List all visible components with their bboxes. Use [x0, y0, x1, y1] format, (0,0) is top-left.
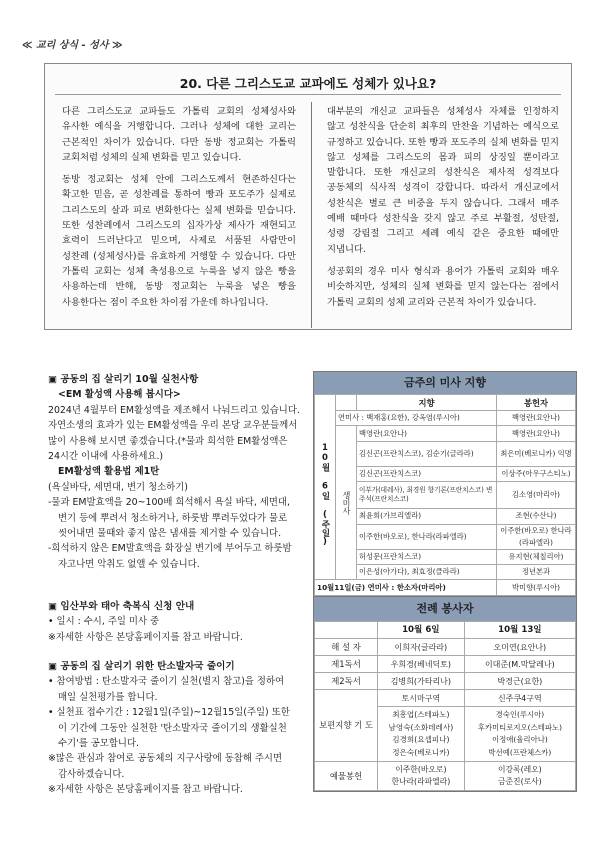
liturgy-table — [314, 621, 576, 791]
notice-title: ▣ 공동의 집 살리기 위한 탄소발자국 줄이기 — [48, 661, 235, 672]
area-cell: 신주쿠4구역 — [464, 690, 575, 707]
intent-cell: 백영란(요안나) — [357, 426, 497, 441]
col-header: 지향 — [357, 395, 497, 411]
liturgy-servers — [313, 596, 577, 792]
table-row — [315, 411, 576, 426]
intent-cell: 김신곤(프란치스코) — [357, 466, 497, 481]
notice-text: ※자세한 사항은 본당홈페이지를 참고 바랍니다. — [48, 631, 243, 643]
intent-cell: 이부가(데레사), 최경원 향기론(프란치스코) 변주석(프란치스코) — [357, 482, 497, 509]
offer-cell: 김소영(마리아) — [497, 482, 576, 509]
server-name: 이강록(레오) — [497, 764, 542, 774]
notice-text: ※많은 관심과 참여로 공동체의 지구사랑에 동참해 주시면 감사하겠습니다. — [48, 753, 283, 780]
offer-cell: 이상주(아우구스티노) — [497, 466, 576, 481]
row-label: 해 설 자 — [315, 639, 378, 656]
notice-text: • 일시 : 수시, 주일 미사 중 — [48, 616, 160, 628]
table-row — [315, 762, 576, 791]
server-name: 이주한(바오로) — [395, 764, 447, 774]
offer-cell: 유지현(체칠리아) — [497, 549, 576, 564]
notice-subtitle: EM활성액 활용법 제1탄 — [58, 466, 160, 478]
type-cell: 생미사 — [336, 426, 357, 580]
offer-cell: 조현(수산나) — [497, 509, 576, 524]
table-row — [315, 426, 576, 441]
intent-cell: 이주한(바오로), 한나라(라파엘라) — [357, 524, 497, 549]
qa-right-column — [327, 104, 559, 317]
server-name: 박선예(프란체스카) — [488, 747, 552, 757]
server-name: 이정애(율리아나) — [491, 735, 548, 744]
mass-table — [314, 394, 576, 596]
section-header: ≪ 교리 상식 - 성사 ≫ — [22, 40, 123, 51]
intent-cell: 연미사 : 한소자(마리아) — [367, 582, 446, 592]
qa-box — [44, 63, 572, 330]
notice-title: ▣ 공동의 집 살리기 10월 실천사항 — [48, 374, 199, 385]
mass-intentions — [313, 371, 577, 597]
server-cell: 김병희(가타리나) — [378, 673, 465, 690]
server-cell: 오미연(요안나) — [464, 639, 575, 656]
table-row — [315, 580, 576, 595]
notice-em — [48, 372, 300, 572]
notice-text: -물과 EM발효액을 20~100배 희석해서 욕실 바닥, 세면대, 변기 등에 뿌려서 청소하거나, 하룻밤 뿌려두었다가 물로 씻어내면 물때와 좋지 않은 냄새를 제거할 수 있습니다. — [48, 497, 290, 540]
offer-cell: 백영란(요안나) — [497, 411, 576, 426]
mass-title: 금주의 미사 지향 — [314, 372, 576, 394]
server-name: 김경희(요셉피나) — [392, 735, 450, 744]
offer-cell: 정년본과 — [497, 564, 576, 579]
server-cell — [378, 762, 465, 791]
paragraph: 성공회의 경우 미사 형식과 용어가 가톨릭 교회와 매우 비슷하지만, 성체의 실체 변화를 믿지 않는다는 점에서 가톨릭 교회의 성체 교리와 근본적 차이가 있습니다. — [327, 265, 559, 308]
table-row — [315, 656, 576, 673]
server-name: 남영숙(소화데레사) — [388, 722, 454, 732]
server-cell: 박경근(요한) — [464, 673, 575, 690]
intent-cell: 허성문(프란치스코) — [357, 549, 497, 564]
server-cell: 이대준(M.막달레나) — [464, 656, 575, 673]
server-cell: 이희자(글라라) — [378, 639, 465, 656]
offer-cell: 최은미(베로니카) 익명 — [497, 441, 576, 466]
server-name: 정은숙(베로니카) — [392, 747, 450, 757]
table-row — [315, 639, 576, 656]
server-name: 최흥엽(스테파노) — [392, 710, 450, 719]
intent-cell: 최윤희(가브리엘라) — [357, 509, 497, 524]
server-name: 한나라(라파엘라) — [391, 777, 451, 786]
notice-carbon — [48, 659, 300, 798]
date-label: 10월11일(금) — [317, 582, 366, 592]
date-cell: 10월 6일 (주일) — [315, 411, 336, 580]
notice-text: • 참여방법 : 탄소발자국 줄이기 실천(별지 참고)을 정하여 매일 실천평가를 합니다. — [48, 676, 285, 703]
column-divider — [311, 102, 312, 328]
notice-blessing — [48, 599, 300, 645]
notice-text: ※자세한 사항은 본당홈페이지를 참고 바랍니다. — [48, 784, 243, 796]
row-label: 제1독서 — [315, 656, 378, 673]
area-cell: 토시마구역 — [378, 690, 465, 707]
title-underline — [55, 94, 561, 95]
notice-text: -희석하지 않은 EM발효액을 화장실 변기에 부어두고 하룻밤 자고나면 악취도 없앨 수 있습니다. — [48, 543, 292, 570]
server-name: 경숙인(루시아) — [495, 710, 545, 719]
row-label: 예물봉헌 — [315, 762, 378, 791]
notice-subtitle: <EM 활성액 사용해 봅시다> — [58, 389, 181, 401]
paragraph: 다른 그리스도교 교파들도 가톨릭 교회의 성체성사와 유사한 예식을 거행합니다. 그러나 성체에 대한 교리는 근본적인 차이가 있습니다. 다만 동방 정교회는 가톨릭 교회처럼 성체의 실체 변화를 믿고 있습니다. — [62, 106, 296, 163]
intent-cell: 연미사 : 백재홍(요한), 강옥염(루시아) — [336, 411, 497, 426]
server-cell: 우희경(베네딕토) — [378, 656, 465, 673]
table-row — [315, 673, 576, 690]
paragraph: 동방 정교회는 성체 안에 그리스도께서 현존하신다는 확고한 믿음, 곧 성찬례를 통하여 빵과 포도주가 실제로 그리스도의 살과 피로 변화한다는 실체 변화를 믿습니다. 또한 성찬례에서 그리스도의 십자가상 제사가 재현되고 효력이 드러난다고 믿으며, 사제로 서품된 사람만이 성찬례 (성체성사)를 유효하게 거행할 수 있습니다. 다만 가톨릭 교회는 성체 축성용으로 누룩을 넣지 않은 빵을 사용하는데 반해, 동방 정교회는 누룩을 넣은 빵을 사용한다는 점이 주요한 차이점 가운데 하나입니다. — [62, 174, 296, 308]
intent-cell: 김신곤(프란치스코), 김순기(글라라) — [357, 441, 497, 466]
qa-title: 20. 다른 그리스도교 교파에도 성체가 있나요? — [179, 76, 437, 91]
server-cell — [464, 762, 575, 791]
offer-cell: 이주한(바오로) 한나라(라파엘라) — [497, 524, 576, 549]
table-row — [315, 690, 576, 707]
notice-title: ▣ 임산부와 태아 축복식 신청 안내 — [48, 601, 195, 612]
qa-left-column — [62, 104, 296, 317]
col-header: 10월 6일 — [378, 622, 465, 639]
server-name: 후카미티로지오(스테파노) — [477, 722, 563, 732]
notice-text: • 실천표 접수기간 : 12월1일(주일)~12월15일(주일) 또한 이 기간에 그동안 실천한 '탄소발자국 줄이기의 생활실천 수기'를 공모합니다. — [48, 707, 290, 750]
col-header: 봉헌자 — [497, 395, 576, 411]
server-cell — [464, 707, 575, 762]
offer-cell: 박미향(루시아) — [497, 580, 576, 595]
intent-cell: 이은성(아가다), 최효정(클라라) — [357, 564, 497, 579]
row-label: 제2독서 — [315, 673, 378, 690]
paragraph: 대부분의 개신교 교파들은 성체성사 자체를 인정하지 않고 성찬식을 단순히 최후의 만찬을 기념하는 예식으로 규정하고 있습니다. 또한 빵과 포도주의 실체 변화를 믿지 않고 성체를 그리스도의 몸과 피의 상징일 뿐이라고 말합니다. 또한 개신교의 성찬식은 제사적 성격보다 공동체의 식사적 성격이 강합니다. 따라서 개신교에서 성찬식은 별로 큰 비중을 두지 않습니다. 그래서 매주 예배 때마다 성찬식을 갖지 않고 주로 부활절, 성탄절, 성령 강림절 그리고 세례 예식 같은 중요한 때에만 지냅니다. — [327, 106, 559, 255]
liturgy-title: 전례 봉사자 — [314, 597, 576, 621]
notice-text: (욕실바닥, 세면대, 변기 청소하기) — [48, 481, 188, 493]
offer-cell: 백영란(요안나) — [497, 426, 576, 441]
notice-text: 2024년 4월부터 EM활성액을 제조해서 나눠드리고 있습니다. 자연소생의 효과가 있는 EM활성액을 우리 본당 교우분들께서 많이 사용해 보시면 좋겠습니다.(*물과 희석한 EM활성액은 24시간 이내에 사용하세요.) — [48, 404, 300, 463]
col-header: 10월 13일 — [464, 622, 575, 639]
server-name: 금준진(로사) — [497, 777, 542, 786]
server-cell — [378, 707, 465, 762]
row-label: 보편지향 기 도 — [315, 690, 378, 762]
